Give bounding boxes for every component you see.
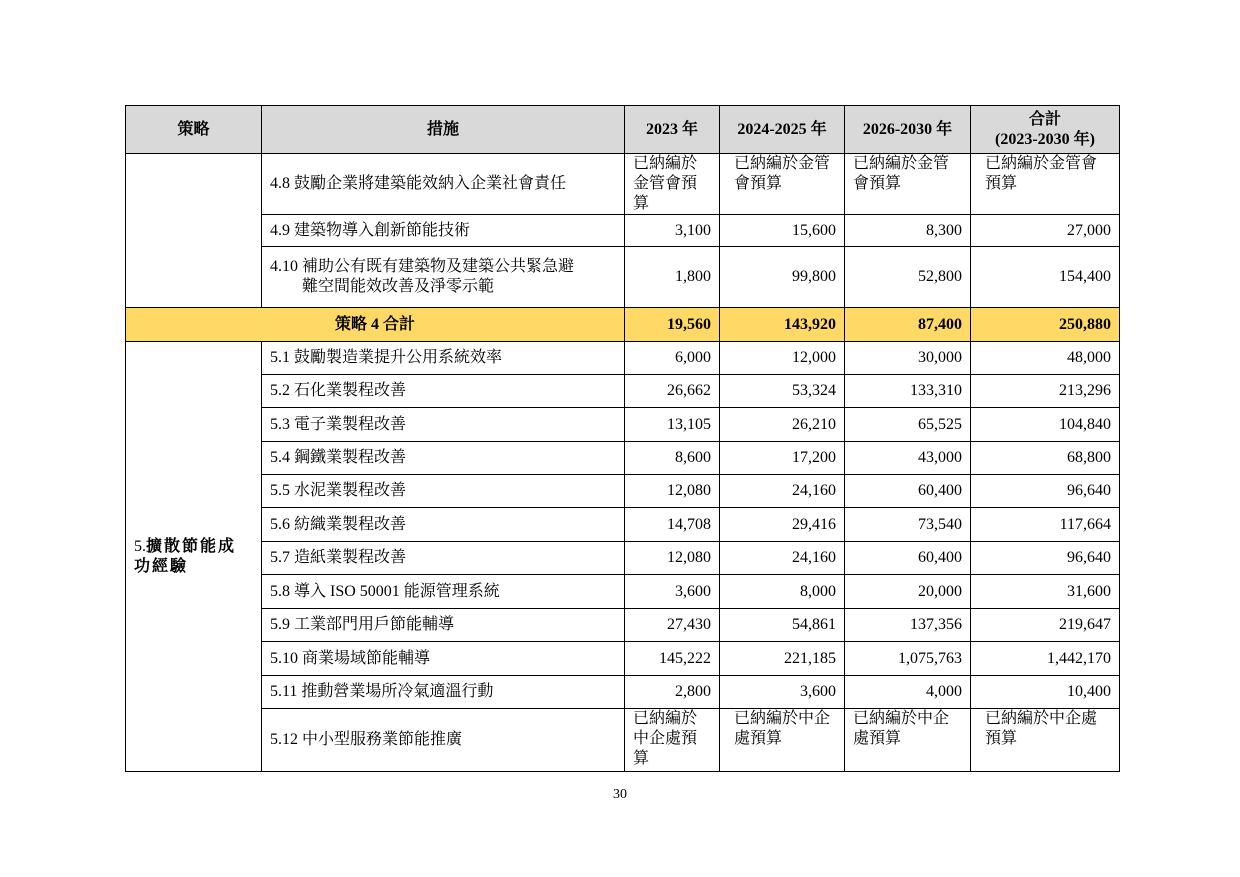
cell-2023: 12,080	[625, 542, 720, 575]
subtotal-label: 策略 4 合計	[126, 308, 625, 342]
cell-2026-2030: 4,000	[845, 676, 971, 709]
measure-cell: 4.9 建築物導入創新節能技術	[262, 215, 625, 247]
cell-total: 68,800	[971, 442, 1120, 475]
cell-2023: 14,708	[625, 508, 720, 542]
measure-cell: 5.12 中小型服務業節能推廣	[262, 709, 625, 772]
measure-cell: 5.7 造紙業製程改善	[262, 542, 625, 575]
cell-2023: 12,080	[625, 475, 720, 508]
cell-2026-2030: 52,800	[845, 247, 971, 308]
table-row	[126, 408, 1120, 442]
cell-2023: 2,800	[625, 676, 720, 709]
cell-2024-2025: 26,210	[720, 408, 845, 442]
measure-cell: 5.5 水泥業製程改善	[262, 475, 625, 508]
header-2024-2025: 2024-2025 年	[720, 106, 845, 154]
cell-2026-2030: 65,525	[845, 408, 971, 442]
cell-total: 31,600	[971, 575, 1120, 609]
cell-2026-2030: 8,300	[845, 215, 971, 247]
subtotal-2026-2030: 87,400	[845, 308, 971, 342]
header-measure: 措施	[262, 106, 625, 154]
table-row	[126, 215, 1120, 247]
cell-total: 154,400	[971, 247, 1120, 308]
measure-line1: 4.10 補助公有既有建築物及建築公共緊急避	[270, 258, 575, 275]
cell-2026-2030: 43,000	[845, 442, 971, 475]
cell-2023: 6,000	[625, 342, 720, 375]
header-total	[971, 106, 1120, 154]
table-row	[126, 676, 1120, 709]
cell-2026-2030: 133,310	[845, 375, 971, 408]
subtotal-2023: 19,560	[625, 308, 720, 342]
cell-2023: 3,100	[625, 215, 720, 247]
measure-cell	[262, 247, 625, 308]
table-row	[126, 508, 1120, 542]
cell-2023: 3,600	[625, 575, 720, 609]
measure-line2: 難空間能效改善及淨零示範	[302, 278, 495, 295]
measure-cell: 5.10 商業場域節能輔導	[262, 642, 625, 676]
cell-total: 10,400	[971, 676, 1120, 709]
measure-cell: 5.4 鋼鐵業製程改善	[262, 442, 625, 475]
table-row	[126, 709, 1120, 772]
cell-2023: 145,222	[625, 642, 720, 676]
cell-total: 48,000	[971, 342, 1120, 375]
cell-2024-2025: 24,160	[720, 542, 845, 575]
cell-2023: 26,662	[625, 375, 720, 408]
measure-cell: 5.11 推動營業場所冷氣適溫行動	[262, 676, 625, 709]
page-number: 30	[613, 787, 627, 802]
measure-cell: 5.6 紡織業製程改善	[262, 508, 625, 542]
cell-2026-2030: 60,400	[845, 542, 971, 575]
cell-2023: 8,600	[625, 442, 720, 475]
cell-2026-2030: 137,356	[845, 609, 971, 642]
header-total-line1: 合計	[1028, 110, 1061, 128]
header-2023: 2023 年	[625, 106, 720, 154]
header-row	[126, 106, 1120, 154]
cell-2023: 27,430	[625, 609, 720, 642]
cell-2024-2025: 15,600	[720, 215, 845, 247]
table-row	[126, 609, 1120, 642]
cell-2024-2025: 53,324	[720, 375, 845, 408]
measure-cell: 5.3 電子業製程改善	[262, 408, 625, 442]
strategy-5-name-line1: 擴散節能成	[146, 537, 237, 555]
subtotal-total: 250,880	[971, 308, 1120, 342]
cell-2024-2025: 54,861	[720, 609, 845, 642]
strategy-4-cell	[126, 154, 262, 308]
cell-2024-2025: 12,000	[720, 342, 845, 375]
cell-2026-2030: 60,400	[845, 475, 971, 508]
table-row	[126, 542, 1120, 575]
measure-cell: 5.1 鼓勵製造業提升公用系統效率	[262, 342, 625, 375]
cell-2024-2025: 221,185	[720, 642, 845, 676]
table-row	[126, 442, 1120, 475]
cell-2024-2025: 已納編於中企處預算	[720, 709, 845, 772]
table-row	[126, 575, 1120, 609]
budget-table	[125, 105, 1120, 772]
strategy-5-prefix: 5.	[134, 537, 146, 555]
cell-total: 117,664	[971, 508, 1120, 542]
header-strategy: 策略	[126, 106, 262, 154]
measure-cell: 4.8 鼓勵企業將建築能效納入企業社會責任	[262, 154, 625, 215]
cell-total: 27,000	[971, 215, 1120, 247]
cell-2024-2025: 17,200	[720, 442, 845, 475]
cell-2023: 1,800	[625, 247, 720, 308]
cell-2023: 13,105	[625, 408, 720, 442]
cell-2024-2025: 8,000	[720, 575, 845, 609]
subtotal-row	[126, 308, 1120, 342]
cell-total: 已納編於中企處預算	[971, 709, 1120, 772]
cell-2024-2025: 24,160	[720, 475, 845, 508]
table-row	[126, 475, 1120, 508]
table-row	[126, 247, 1120, 308]
cell-total: 213,296	[971, 375, 1120, 408]
cell-total: 219,647	[971, 609, 1120, 642]
cell-2023: 已納編於金管會預算	[625, 154, 720, 215]
cell-2024-2025: 已納編於金管會預算	[720, 154, 845, 215]
cell-2024-2025: 29,416	[720, 508, 845, 542]
cell-2023: 已納編於中企處預算	[625, 709, 720, 772]
cell-2024-2025: 3,600	[720, 676, 845, 709]
cell-total: 96,640	[971, 542, 1120, 575]
table-row	[126, 154, 1120, 215]
cell-total: 1,442,170	[971, 642, 1120, 676]
cell-2026-2030: 73,540	[845, 508, 971, 542]
strategy-5-cell	[126, 342, 262, 772]
cell-2026-2030: 20,000	[845, 575, 971, 609]
cell-2024-2025: 99,800	[720, 247, 845, 308]
table-row	[126, 342, 1120, 375]
cell-2026-2030: 已納編於中企處預算	[845, 709, 971, 772]
cell-total: 104,840	[971, 408, 1120, 442]
cell-2026-2030: 已納編於金管會預算	[845, 154, 971, 215]
table-row	[126, 642, 1120, 676]
cell-2026-2030: 30,000	[845, 342, 971, 375]
strategy-5-name-line2: 功經驗	[134, 557, 189, 575]
measure-cell: 5.8 導入 ISO 50001 能源管理系統	[262, 575, 625, 609]
measure-cell: 5.9 工業部門用戶節能輔導	[262, 609, 625, 642]
measure-cell: 5.2 石化業製程改善	[262, 375, 625, 408]
cell-total: 已納編於金管會預算	[971, 154, 1120, 215]
cell-2026-2030: 1,075,763	[845, 642, 971, 676]
table-row	[126, 375, 1120, 408]
subtotal-2024-2025: 143,920	[720, 308, 845, 342]
header-2026-2030: 2026-2030 年	[845, 106, 971, 154]
cell-total: 96,640	[971, 475, 1120, 508]
header-total-line2: (2023-2030 年)	[995, 130, 1095, 148]
